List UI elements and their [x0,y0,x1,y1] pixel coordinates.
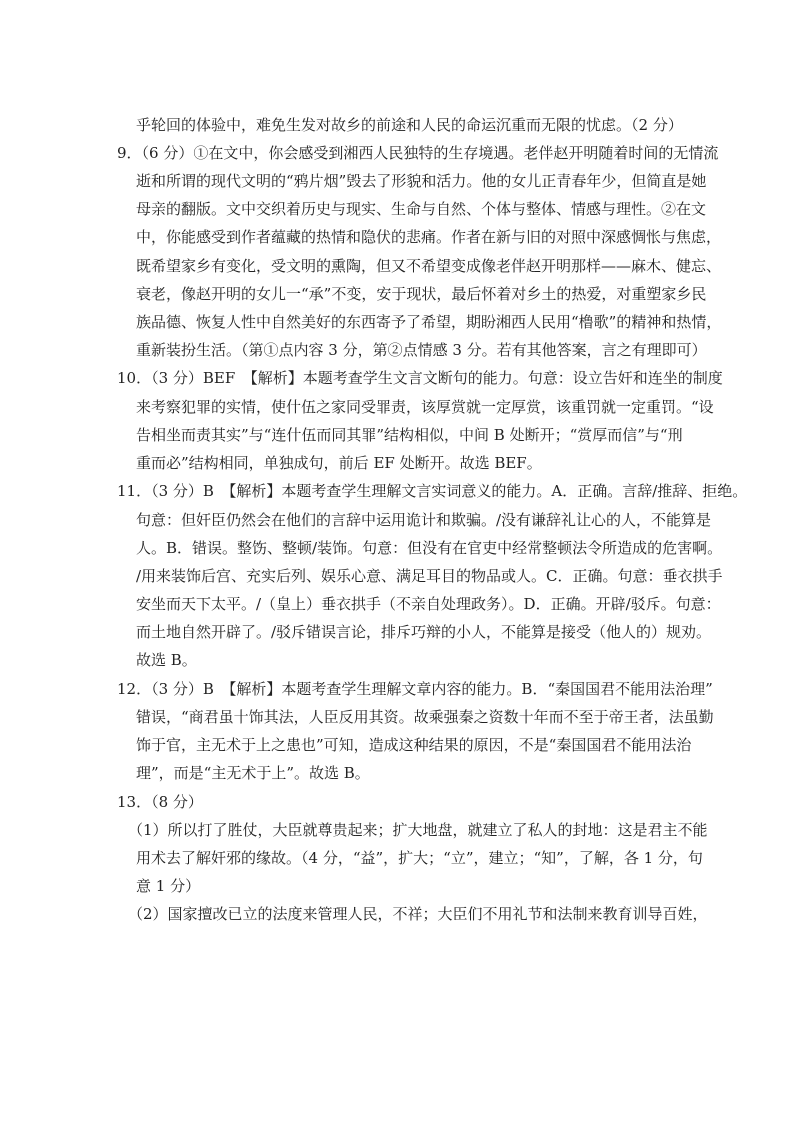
text-line: 13．（8 分） [117,793,203,811]
text-line: 中，你能感受到作者蕴藏的热情和隐伏的悲痛。作者在新与旧的对照中深感惆怅与焦虑， [136,228,722,246]
text-line: 理”，而是“主无术于上”。故选 B。 [136,764,370,782]
text-line: 错误，“商君虽十饰其法，人臣反用其资。故乘强秦之资数十年而不至于帝王者，法虽勤 [136,708,714,726]
text-line: 10．（3 分）BEF 【解析】本题考查学生文言文断句的能力。句意：设立告奸和连坐的制度 [117,369,723,387]
text-line: 9．（6 分）①在文中，你会感受到湘西人民独特的生存境遇。老伴赵开明随着时间的无情流 [117,144,719,162]
text-line: （2）国家擅改已立的法度来管理人民，不祥；大臣们不用礼节和法制来教育训导百姓， [128,905,708,923]
text-line: 11．（3 分）B 【解析】本题考查学生理解文言实词意义的能力。A．正确。言辞/推辞、拒绝。 [117,482,748,500]
text-line: 而土地自然开辟了。/驳斥错误言论，排斥巧辩的小人，不能算是接受（他人的）规劝。 [136,623,712,641]
text-line: 故选 B。 [136,651,197,669]
text-line: 族品德、恢复人性中自然美好的东西寄予了希望，期盼湘西人民用“橹歌”的精神和热情， [136,313,722,331]
text-line: 母亲的翻版。文中交织着历史与现实、生命与自然、个体与整体、情感与理性。②在文 [136,200,707,218]
text-line: 用术去了解奸邪的缘故。（4 分，“益”，扩大；“立”，建立；“知”，了解，各 1 分，句 [136,849,703,867]
text-line: 重而必”结构相同，单独成句，前后 EF 处断开。故选 BEF。 [136,454,542,472]
text-line: 逝和所谓的现代文明的“鸦片烟”毁去了形貌和活力。他的女儿正青春年少，但简直是她 [136,172,707,190]
text-line: 重新装扮生活。（第①点内容 3 分，第②点情感 3 分。若有其他答案，言之有理即可） [136,341,707,359]
text-line: 饰于官，主无术于上之患也”可知，造成这种结果的原因，不是“秦国国君不能用法治 [136,736,692,754]
text-line: 乎轮回的体验中，难免生发对故乡的前途和人民的命运沉重而无限的忧虑。（2 分） [136,116,683,134]
text-line: 意 1 分） [136,877,201,895]
text-line: 告相坐而责其实”与“连什伍而同其罪”结构相似，中间 B 处断开；“赏厚而信”与“刑 [136,426,683,444]
text-line: /用来装饰后宫、充实后列、娱乐心意、满足耳目的物品或人。C．正确。句意：垂衣拱手 [136,567,723,585]
text-line: 衰老，像赵开明的女儿一“承”不变，安于现状，最后怀着对乡土的热爱，对重塑家乡民 [136,285,707,303]
text-line: 来考察犯罪的实情，使什伍之家同受罪责，该厚赏就一定厚赏，该重罚就一定重罚。“设 [136,398,714,416]
text-line: 句意：但奸臣仍然会在他们的言辞中运用诡计和欺骗。/没有谦辞礼让心的人，不能算是 [136,511,712,529]
text-line: 安坐而天下太平。/（皇上）垂衣拱手（不亲自处理政务）。D．正确。开辟/驳斥。句意： [136,595,721,613]
text-line: 12．（3 分）B 【解析】本题考查学生理解文章内容的能力。B．“秦国国君不能用法治理” [117,680,713,698]
text-line: （1）所以打了胜仗，大臣就尊贵起来；扩大地盘，就建立了私人的封地：这是君主不能 [128,821,708,839]
text-line: 既希望家乡有变化，受文明的熏陶，但又不希望变成像老伴赵开明那样——麻木、健忘、 [136,257,722,275]
text-line: 人。B．错误。整饬、整顿/装饰。句意：但没有在官吏中经常整顿法令所造成的危害啊。 [136,539,723,557]
